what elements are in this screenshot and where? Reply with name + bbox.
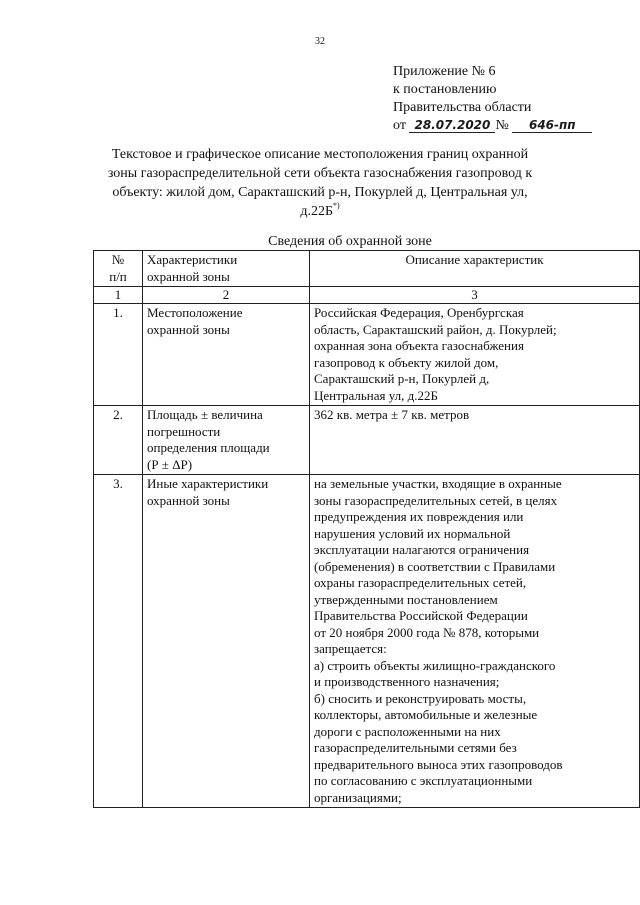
page-number: 32	[315, 36, 325, 47]
table-header-row	[94, 251, 640, 287]
appendix-date-number-line	[393, 117, 592, 135]
number-label: №	[495, 118, 509, 133]
row-description: 362 кв. метра ± 7 кв. метров	[310, 406, 640, 475]
table-row	[94, 406, 640, 475]
table-row	[94, 475, 640, 808]
document-title	[96, 145, 544, 221]
column-number-1: 1	[94, 287, 143, 304]
date-prefix: от	[393, 118, 406, 133]
table-caption: Сведения об охранной зоне	[268, 234, 432, 249]
header-description: Описание характеристик	[310, 251, 640, 287]
protection-zone-table	[93, 250, 640, 808]
row-number: 2.	[94, 406, 143, 475]
footnote-mark: *)	[333, 201, 340, 210]
handwritten-date: 28.07.2020	[409, 118, 495, 133]
column-number-3: 3	[310, 287, 640, 304]
column-number-row	[94, 287, 640, 304]
row-characteristic: Местоположение охранной зоны	[143, 304, 310, 406]
appendix-header	[393, 63, 592, 135]
header-characteristics: Характеристики охранной зоны	[143, 251, 310, 287]
row-description: на земельные участки, входящие в охранные зоны газораспределительных сетей, в целях предупреждения их повреждения или нарушения условий их нормальной эксплуатации налагаются ограничения (обременения) в соответствии с Правилами охраны газораспределительных сетей, утвержденными постановлением Правительства Российской Федерации от 20 ноября 2000 года № 878, которыми запрещается: а) строить объекты жилищно-гражданского и производственного назначения; б) сносить и реконструировать мосты, коллекторы, автомобильные и железные дороги с расположенными на них газораспределительными сетями без предварительного выноса этих газопроводов по согласованию с эксплуатационными организациями;	[310, 475, 640, 808]
row-number: 1.	[94, 304, 143, 406]
document-title-text: Текстовое и графическое описание местоположения границ охранной зоны газораспределительной сети объекта газоснабжения газопровод к объекту: жилой дом, Саракташский р-н, Покурлей д, Центральная ул, д.22Б	[107, 147, 533, 219]
row-number: 3.	[94, 475, 143, 808]
table-row	[94, 304, 640, 406]
appendix-title: Приложение № 6	[393, 64, 496, 79]
header-number: № п/п	[94, 251, 143, 287]
row-description: Российская Федерация, Оренбургская область, Саракташский район, д. Покурлей; охранная зона объекта газоснабжения газопровод к объекту жилой дом, Саракташский р-н, Покурлей д, Центральная ул, д.22Б	[310, 304, 640, 406]
row-characteristic: Иные характеристики охранной зоны	[143, 475, 310, 808]
appendix-government-line: Правительства области	[393, 100, 532, 115]
row-characteristic: Площадь ± величина погрешности определения площади (Р ± ΔР)	[143, 406, 310, 475]
appendix-decree-line: к постановлению	[393, 82, 497, 97]
handwritten-number: 646-пп	[512, 118, 592, 133]
column-number-2: 2	[143, 287, 310, 304]
